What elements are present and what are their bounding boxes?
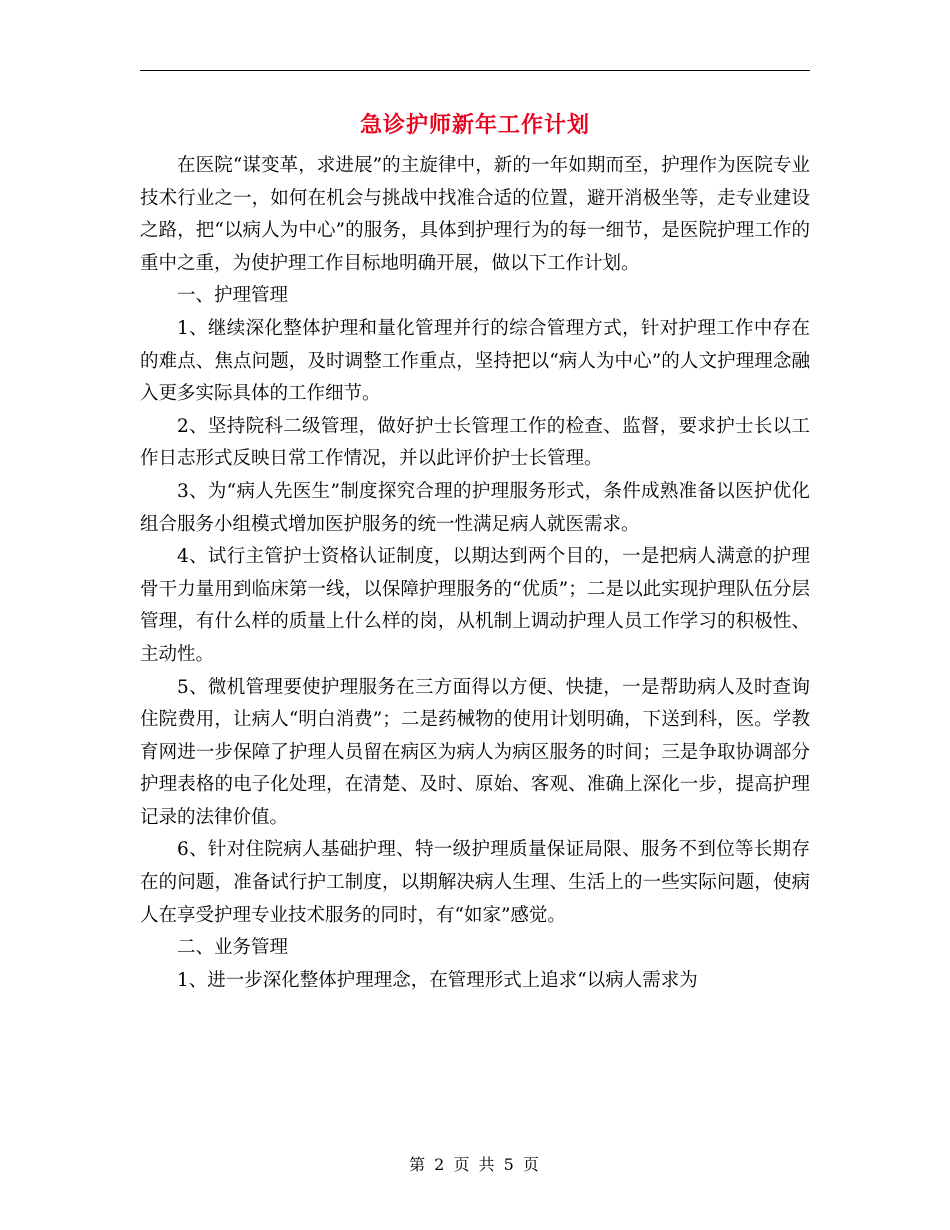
document-body — [140, 150, 810, 997]
paragraph-item-2: 2、坚持院科二级管理，做好护士长管理工作的检查、监督，要求护士长以工作日志形式反映日常工作情况，并以此评价护士长管理。 — [140, 415, 810, 470]
paragraph-intro: 在医院“谋变革，求进展”的主旋律中，新的一年如期而至，护理作为医院专业技术行业之一，如何在机会与挑战中找准合适的位置，避开消极坐等，走专业建设之路，把“以病人为中心”的服务，具体到护理行为的每一细节，是医院护理工作的重中之重，为使护理工作目标地明确开展，做以下工作计划。 — [140, 155, 810, 274]
page-footer: 第 2 页 共 5 页 — [409, 1155, 541, 1174]
document-title: 急诊护师新年工作计划 — [359, 112, 590, 138]
paragraph-item-1: 1、继续深化整体护理和量化管理并行的综合管理方式，针对护理工作中存在的难点、焦点问题，及时调整工作重点，坚持把以“病人为中心”的人文护理理念融入更多实际具体的工作细节。 — [140, 317, 810, 405]
paragraph-item-6: 6、针对住院病人基础护理、特一级护理质量保证局限、服务不到位等长期存在的问题，准备试行护工制度，以期解决病人生理、生活上的一些实际问题，使病人在享受护理专业技术服务的同时，有“如家”感觉。 — [140, 839, 810, 926]
paragraph-item-5: 5、微机管理要使护理服务在三方面得以方便、快捷，一是帮助病人及时查询住院费用，让病人“明白消费”；二是药械物的使用计划明确，下送到科，医。学教育网进一步保障了护理人员留在病区为病人为病区服务的时间；三是争取协调部分护理表格的电子化处理，在清楚、及时、原始、客观、准确上深化一步，提高护理记录的法律价值。 — [140, 676, 810, 828]
header-rule — [140, 70, 810, 71]
paragraph-business-item-1: 1、进一步深化整体护理理念，在管理形式上追求“以病人需求为 — [177, 969, 698, 991]
section-heading-nursing-management: 一、护理管理 — [177, 285, 289, 307]
paragraph-item-4: 4、试行主管护士资格认证制度，以期达到两个目的，一是把病人满意的护理骨干力量用到临床第一线，以保障护理服务的“优质”；二是以此实现护理队伍分层管理，有什么样的质量上什么样的岗，从机制上调动护理人员工作学习的积极性、主动性。 — [140, 546, 810, 665]
section-heading-business-management: 二、业务管理 — [177, 937, 289, 959]
paragraph-item-3: 3、为“病人先医生”制度探究合理的护理服务形式，条件成熟准备以医护优化组合服务小组模式增加医护服务的统一性满足病人就医需求。 — [140, 480, 810, 535]
